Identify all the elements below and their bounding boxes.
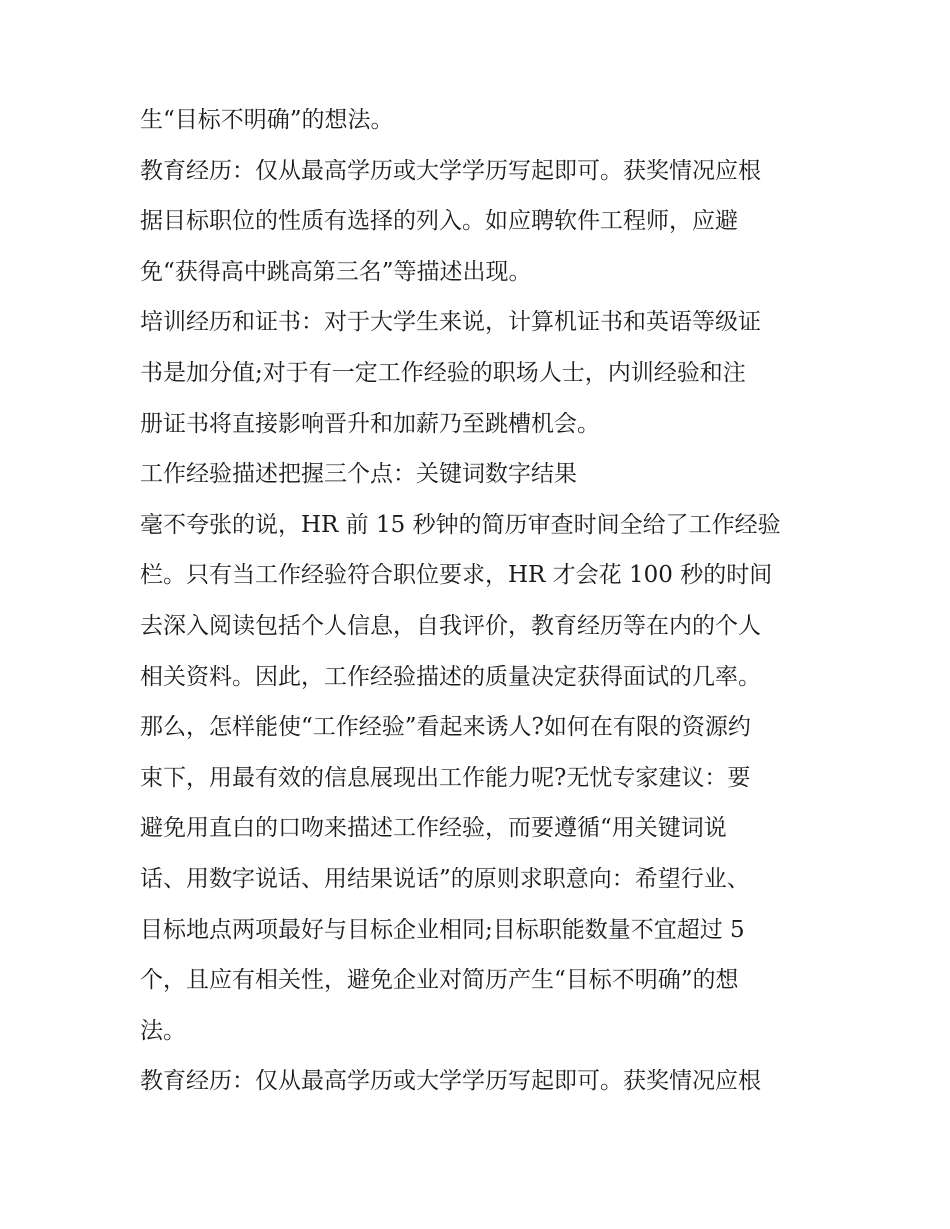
text-line: 目标地点两项最好与目标企业相同;目标职能数量不宜超过 5 — [140, 917, 745, 943]
text-line: 去深入阅读包括个人信息，自我评价，教育经历等在内的个人 — [140, 613, 761, 639]
text-line: 教育经历：仅从最高学历或大学学历写起即可。获奖情况应根 — [140, 1069, 761, 1095]
text-line: 话、用数字说话、用结果说话”的原则求职意向：希望行业、 — [140, 866, 750, 892]
text-line: 毫不夸张的说，HR 前 15 秒钟的简历审查时间全给了工作经验 — [140, 512, 781, 538]
text-line: 据目标职位的性质有选择的列入。如应聘软件工程师，应避 — [140, 209, 738, 235]
text-line: 避免用直白的口吻来描述工作经验，而要遵循“用关键词说 — [140, 816, 727, 842]
text-line: 那么，怎样能使“工作经验”看起来诱人?如何在有限的资源约 — [140, 715, 751, 741]
text-line: 教育经历：仅从最高学历或大学学历写起即可。获奖情况应根 — [140, 158, 761, 184]
document-body — [140, 108, 820, 1120]
section-heading: 工作经验描述把握三个点：关键词数字结果 — [140, 462, 577, 488]
text-line: 相关资料。因此，工作经验描述的质量决定获得面试的几率。 — [140, 664, 761, 690]
text-line: 册证书将直接影响晋升和加薪乃至跳槽机会。 — [140, 411, 600, 437]
text-line: 生“目标不明确”的想法。 — [140, 108, 394, 133]
text-line: 法。 — [140, 1018, 186, 1044]
text-line: 束下，用最有效的信息展现出工作能力呢?无忧专家建议：要 — [140, 765, 751, 791]
text-line: 培训经历和证书：对于大学生来说，计算机证书和英语等级证 — [140, 310, 761, 336]
text-line: 栏。只有当工作经验符合职位要求，HR 才会花 100 秒的时间 — [140, 563, 773, 589]
text-line: 免“获得高中跳高第三名”等描述出现。 — [140, 259, 532, 285]
text-line: 书是加分值;对于有一定工作经验的职场人士，内训经验和注 — [140, 360, 746, 386]
text-line: 个，且应有相关性，避免企业对简历产生“目标不明确”的想 — [140, 968, 739, 994]
